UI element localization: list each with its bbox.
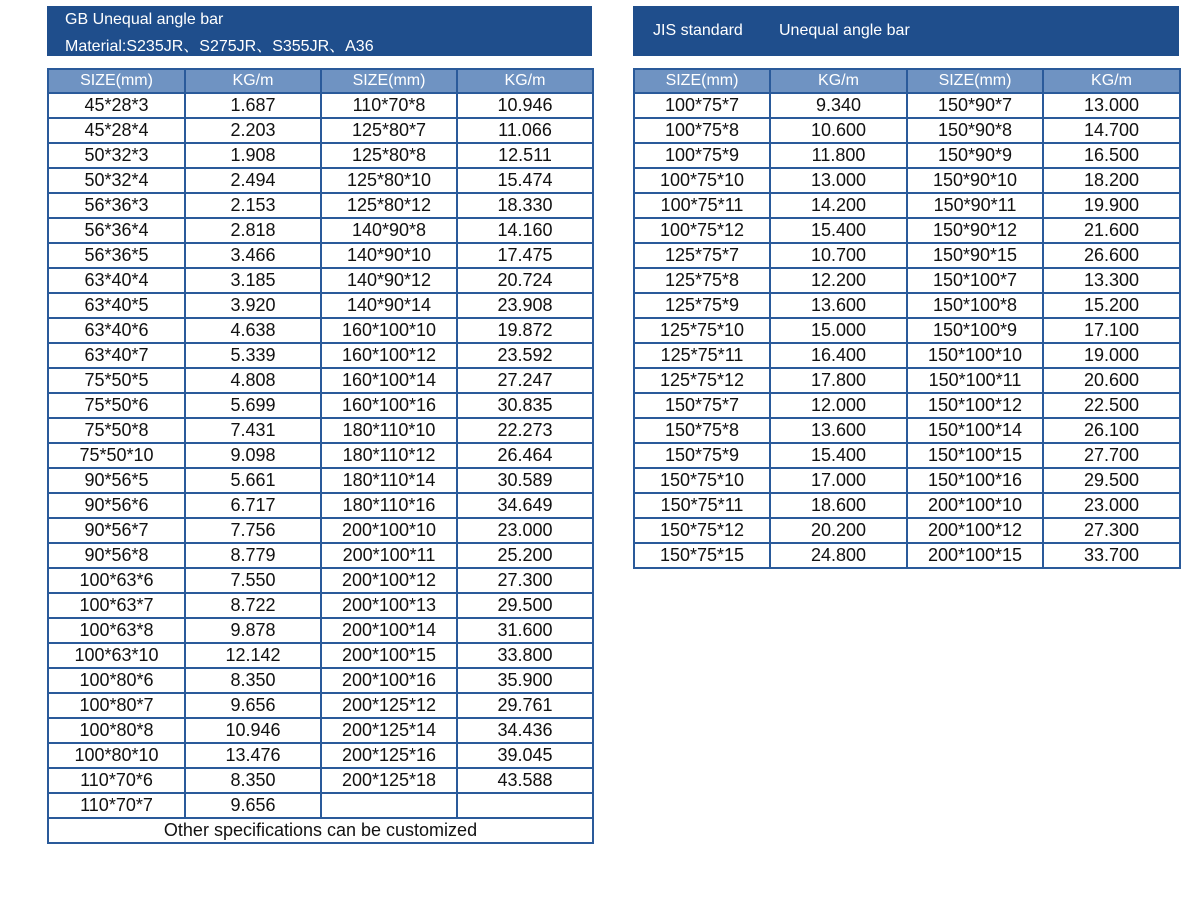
weight-cell: 27.247 bbox=[457, 368, 593, 393]
weight-cell: 20.724 bbox=[457, 268, 593, 293]
size-cell: 150*100*9 bbox=[907, 318, 1043, 343]
weight-cell: 23.000 bbox=[457, 518, 593, 543]
size-cell: 150*90*10 bbox=[907, 168, 1043, 193]
table-row bbox=[634, 93, 1180, 118]
size-cell: 100*63*7 bbox=[48, 593, 185, 618]
table-row bbox=[634, 118, 1180, 143]
size-cell: 110*70*6 bbox=[48, 768, 185, 793]
weight-cell: 4.808 bbox=[185, 368, 321, 393]
weight-cell: 7.756 bbox=[185, 518, 321, 543]
weight-cell: 2.818 bbox=[185, 218, 321, 243]
weight-cell: 34.649 bbox=[457, 493, 593, 518]
size-cell: 150*75*11 bbox=[634, 493, 770, 518]
table-row bbox=[48, 793, 593, 818]
table-row bbox=[48, 768, 593, 793]
weight-cell: 26.100 bbox=[1043, 418, 1180, 443]
weight-cell: 12.142 bbox=[185, 643, 321, 668]
table-row bbox=[48, 493, 593, 518]
size-cell: 56*36*5 bbox=[48, 243, 185, 268]
size-cell: 50*32*3 bbox=[48, 143, 185, 168]
weight-cell: 10.946 bbox=[185, 718, 321, 743]
weight-cell: 5.661 bbox=[185, 468, 321, 493]
weight-cell: 10.600 bbox=[770, 118, 907, 143]
size-cell bbox=[321, 793, 457, 818]
table-row bbox=[48, 643, 593, 668]
size-cell: 63*40*6 bbox=[48, 318, 185, 343]
table-row bbox=[48, 568, 593, 593]
weight-cell: 7.431 bbox=[185, 418, 321, 443]
size-cell: 125*75*7 bbox=[634, 243, 770, 268]
table-row bbox=[48, 743, 593, 768]
table-row bbox=[634, 143, 1180, 168]
weight-cell: 14.160 bbox=[457, 218, 593, 243]
weight-cell: 29.500 bbox=[457, 593, 593, 618]
weight-cell: 9.340 bbox=[770, 93, 907, 118]
weight-cell: 23.908 bbox=[457, 293, 593, 318]
weight-cell: 34.436 bbox=[457, 718, 593, 743]
size-cell: 100*75*10 bbox=[634, 168, 770, 193]
weight-cell: 17.475 bbox=[457, 243, 593, 268]
weight-cell: 8.350 bbox=[185, 668, 321, 693]
customization-note: Other specifications can be customized bbox=[48, 818, 593, 843]
weight-cell: 39.045 bbox=[457, 743, 593, 768]
size-cell: 180*110*16 bbox=[321, 493, 457, 518]
weight-cell: 35.900 bbox=[457, 668, 593, 693]
size-cell: 75*50*8 bbox=[48, 418, 185, 443]
weight-cell: 8.350 bbox=[185, 768, 321, 793]
weight-cell: 33.800 bbox=[457, 643, 593, 668]
size-cell: 100*63*6 bbox=[48, 568, 185, 593]
size-cell: 100*75*8 bbox=[634, 118, 770, 143]
column-header: KG/m bbox=[770, 69, 907, 93]
weight-cell: 13.000 bbox=[1043, 93, 1180, 118]
size-cell: 180*110*12 bbox=[321, 443, 457, 468]
size-cell: 125*75*12 bbox=[634, 368, 770, 393]
weight-cell: 23.000 bbox=[1043, 493, 1180, 518]
weight-cell: 18.200 bbox=[1043, 168, 1180, 193]
table-row bbox=[48, 518, 593, 543]
size-cell: 150*100*10 bbox=[907, 343, 1043, 368]
size-cell: 100*80*8 bbox=[48, 718, 185, 743]
column-header: SIZE(mm) bbox=[48, 69, 185, 93]
weight-cell: 23.592 bbox=[457, 343, 593, 368]
size-cell: 100*63*10 bbox=[48, 643, 185, 668]
weight-cell: 13.300 bbox=[1043, 268, 1180, 293]
table-row bbox=[634, 218, 1180, 243]
jis-panel-header bbox=[633, 6, 1179, 56]
weight-cell: 13.000 bbox=[770, 168, 907, 193]
gb-header-material: Material:S235JR、S275JR、S355JR、A36 bbox=[65, 38, 374, 55]
weight-cell: 27.300 bbox=[457, 568, 593, 593]
size-cell: 150*100*8 bbox=[907, 293, 1043, 318]
weight-cell: 9.656 bbox=[185, 793, 321, 818]
gb-header-title: GB Unequal angle bar bbox=[65, 11, 224, 28]
weight-cell: 1.908 bbox=[185, 143, 321, 168]
gb-spec-table bbox=[47, 68, 594, 844]
size-cell: 200*100*12 bbox=[907, 518, 1043, 543]
weight-cell: 18.600 bbox=[770, 493, 907, 518]
weight-cell: 15.474 bbox=[457, 168, 593, 193]
weight-cell: 24.800 bbox=[770, 543, 907, 568]
table-row bbox=[48, 418, 593, 443]
size-cell: 125*80*8 bbox=[321, 143, 457, 168]
size-cell: 90*56*5 bbox=[48, 468, 185, 493]
weight-cell: 17.100 bbox=[1043, 318, 1180, 343]
weight-cell: 11.066 bbox=[457, 118, 593, 143]
weight-cell: 1.687 bbox=[185, 93, 321, 118]
size-cell: 63*40*7 bbox=[48, 343, 185, 368]
size-cell: 200*100*14 bbox=[321, 618, 457, 643]
size-cell: 90*56*7 bbox=[48, 518, 185, 543]
size-cell: 100*75*12 bbox=[634, 218, 770, 243]
table-row bbox=[634, 343, 1180, 368]
size-cell: 150*75*9 bbox=[634, 443, 770, 468]
jis-header-title: Unequal angle bar bbox=[779, 22, 910, 39]
size-cell: 150*90*15 bbox=[907, 243, 1043, 268]
size-cell: 150*75*10 bbox=[634, 468, 770, 493]
size-cell: 125*75*11 bbox=[634, 343, 770, 368]
weight-cell: 31.600 bbox=[457, 618, 593, 643]
weight-cell: 9.656 bbox=[185, 693, 321, 718]
table-row bbox=[48, 93, 593, 118]
weight-cell: 27.300 bbox=[1043, 518, 1180, 543]
table-row bbox=[48, 168, 593, 193]
weight-cell: 3.466 bbox=[185, 243, 321, 268]
size-cell: 125*80*10 bbox=[321, 168, 457, 193]
weight-cell: 22.273 bbox=[457, 418, 593, 443]
weight-cell: 19.000 bbox=[1043, 343, 1180, 368]
size-cell: 180*110*14 bbox=[321, 468, 457, 493]
table-row bbox=[48, 393, 593, 418]
table-footer-row bbox=[48, 818, 593, 843]
size-cell: 150*90*12 bbox=[907, 218, 1043, 243]
weight-cell: 13.600 bbox=[770, 293, 907, 318]
size-cell: 140*90*14 bbox=[321, 293, 457, 318]
weight-cell: 18.330 bbox=[457, 193, 593, 218]
gb-header-row bbox=[48, 69, 593, 93]
weight-cell: 19.900 bbox=[1043, 193, 1180, 218]
table-row bbox=[48, 368, 593, 393]
weight-cell: 13.476 bbox=[185, 743, 321, 768]
weight-cell: 25.200 bbox=[457, 543, 593, 568]
table-row bbox=[634, 468, 1180, 493]
size-cell: 56*36*3 bbox=[48, 193, 185, 218]
size-cell: 200*100*10 bbox=[321, 518, 457, 543]
weight-cell: 30.589 bbox=[457, 468, 593, 493]
weight-cell: 6.717 bbox=[185, 493, 321, 518]
size-cell: 150*90*9 bbox=[907, 143, 1043, 168]
size-cell: 160*100*10 bbox=[321, 318, 457, 343]
table-row bbox=[48, 193, 593, 218]
size-cell: 200*100*12 bbox=[321, 568, 457, 593]
weight-cell: 4.638 bbox=[185, 318, 321, 343]
table-row bbox=[48, 443, 593, 468]
size-cell: 200*100*10 bbox=[907, 493, 1043, 518]
weight-cell: 27.700 bbox=[1043, 443, 1180, 468]
table-row bbox=[48, 318, 593, 343]
size-cell: 45*28*4 bbox=[48, 118, 185, 143]
gb-panel-header bbox=[47, 6, 592, 56]
size-cell: 150*100*14 bbox=[907, 418, 1043, 443]
size-cell: 100*75*11 bbox=[634, 193, 770, 218]
weight-cell bbox=[457, 793, 593, 818]
weight-cell: 12.511 bbox=[457, 143, 593, 168]
table-row bbox=[634, 268, 1180, 293]
weight-cell: 5.699 bbox=[185, 393, 321, 418]
table-row bbox=[48, 593, 593, 618]
table-row bbox=[48, 693, 593, 718]
table-row bbox=[634, 293, 1180, 318]
size-cell: 150*90*8 bbox=[907, 118, 1043, 143]
size-cell: 160*100*16 bbox=[321, 393, 457, 418]
size-cell: 200*100*15 bbox=[321, 643, 457, 668]
size-cell: 200*125*16 bbox=[321, 743, 457, 768]
weight-cell: 15.400 bbox=[770, 218, 907, 243]
size-cell: 50*32*4 bbox=[48, 168, 185, 193]
column-header: KG/m bbox=[185, 69, 321, 93]
weight-cell: 2.153 bbox=[185, 193, 321, 218]
size-cell: 56*36*4 bbox=[48, 218, 185, 243]
weight-cell: 12.000 bbox=[770, 393, 907, 418]
jis-header-standard: JIS standard bbox=[653, 22, 743, 39]
jis-spec-table bbox=[633, 68, 1181, 569]
weight-cell: 20.200 bbox=[770, 518, 907, 543]
size-cell: 75*50*5 bbox=[48, 368, 185, 393]
size-cell: 160*100*14 bbox=[321, 368, 457, 393]
size-cell: 90*56*8 bbox=[48, 543, 185, 568]
weight-cell: 11.800 bbox=[770, 143, 907, 168]
weight-cell: 2.494 bbox=[185, 168, 321, 193]
weight-cell: 3.920 bbox=[185, 293, 321, 318]
weight-cell: 21.600 bbox=[1043, 218, 1180, 243]
weight-cell: 8.779 bbox=[185, 543, 321, 568]
size-cell: 150*75*7 bbox=[634, 393, 770, 418]
size-cell: 150*90*7 bbox=[907, 93, 1043, 118]
table-row bbox=[634, 393, 1180, 418]
size-cell: 200*125*12 bbox=[321, 693, 457, 718]
column-header: SIZE(mm) bbox=[634, 69, 770, 93]
table-row bbox=[48, 618, 593, 643]
size-cell: 45*28*3 bbox=[48, 93, 185, 118]
weight-cell: 16.500 bbox=[1043, 143, 1180, 168]
weight-cell: 17.000 bbox=[770, 468, 907, 493]
size-cell: 150*100*11 bbox=[907, 368, 1043, 393]
weight-cell: 10.946 bbox=[457, 93, 593, 118]
size-cell: 125*80*12 bbox=[321, 193, 457, 218]
weight-cell: 22.500 bbox=[1043, 393, 1180, 418]
weight-cell: 3.185 bbox=[185, 268, 321, 293]
size-cell: 100*80*6 bbox=[48, 668, 185, 693]
size-cell: 150*75*12 bbox=[634, 518, 770, 543]
weight-cell: 30.835 bbox=[457, 393, 593, 418]
table-row bbox=[48, 543, 593, 568]
weight-cell: 29.761 bbox=[457, 693, 593, 718]
weight-cell: 17.800 bbox=[770, 368, 907, 393]
jis-header-row bbox=[634, 69, 1180, 93]
weight-cell: 33.700 bbox=[1043, 543, 1180, 568]
column-header: KG/m bbox=[1043, 69, 1180, 93]
weight-cell: 9.878 bbox=[185, 618, 321, 643]
table-row bbox=[634, 518, 1180, 543]
size-cell: 100*75*7 bbox=[634, 93, 770, 118]
size-cell: 150*100*15 bbox=[907, 443, 1043, 468]
size-cell: 200*125*14 bbox=[321, 718, 457, 743]
table-row bbox=[48, 268, 593, 293]
weight-cell: 12.200 bbox=[770, 268, 907, 293]
table-row bbox=[634, 193, 1180, 218]
column-header: SIZE(mm) bbox=[907, 69, 1043, 93]
size-cell: 75*50*10 bbox=[48, 443, 185, 468]
size-cell: 100*80*10 bbox=[48, 743, 185, 768]
weight-cell: 5.339 bbox=[185, 343, 321, 368]
weight-cell: 10.700 bbox=[770, 243, 907, 268]
table-row bbox=[634, 168, 1180, 193]
weight-cell: 2.203 bbox=[185, 118, 321, 143]
size-cell: 150*75*15 bbox=[634, 543, 770, 568]
size-cell: 90*56*6 bbox=[48, 493, 185, 518]
table-row bbox=[634, 243, 1180, 268]
size-cell: 125*75*10 bbox=[634, 318, 770, 343]
weight-cell: 43.588 bbox=[457, 768, 593, 793]
size-cell: 150*90*11 bbox=[907, 193, 1043, 218]
column-header: SIZE(mm) bbox=[321, 69, 457, 93]
weight-cell: 14.200 bbox=[770, 193, 907, 218]
size-cell: 150*100*7 bbox=[907, 268, 1043, 293]
weight-cell: 16.400 bbox=[770, 343, 907, 368]
size-cell: 200*100*13 bbox=[321, 593, 457, 618]
table-row bbox=[48, 293, 593, 318]
size-cell: 180*110*10 bbox=[321, 418, 457, 443]
weight-cell: 20.600 bbox=[1043, 368, 1180, 393]
size-cell: 125*80*7 bbox=[321, 118, 457, 143]
weight-cell: 15.200 bbox=[1043, 293, 1180, 318]
table-row bbox=[634, 368, 1180, 393]
size-cell: 75*50*6 bbox=[48, 393, 185, 418]
table-row bbox=[634, 543, 1180, 568]
table-row bbox=[48, 343, 593, 368]
size-cell: 150*75*8 bbox=[634, 418, 770, 443]
table-row bbox=[48, 243, 593, 268]
size-cell: 150*100*12 bbox=[907, 393, 1043, 418]
size-cell: 200*100*16 bbox=[321, 668, 457, 693]
table-row bbox=[634, 418, 1180, 443]
size-cell: 200*100*11 bbox=[321, 543, 457, 568]
size-cell: 160*100*12 bbox=[321, 343, 457, 368]
weight-cell: 26.464 bbox=[457, 443, 593, 468]
size-cell: 125*75*8 bbox=[634, 268, 770, 293]
table-row bbox=[48, 468, 593, 493]
size-cell: 140*90*10 bbox=[321, 243, 457, 268]
size-cell: 140*90*12 bbox=[321, 268, 457, 293]
weight-cell: 19.872 bbox=[457, 318, 593, 343]
table-row bbox=[634, 443, 1180, 468]
table-row bbox=[48, 118, 593, 143]
size-cell: 63*40*4 bbox=[48, 268, 185, 293]
weight-cell: 7.550 bbox=[185, 568, 321, 593]
weight-cell: 8.722 bbox=[185, 593, 321, 618]
table-row bbox=[634, 493, 1180, 518]
size-cell: 100*63*8 bbox=[48, 618, 185, 643]
size-cell: 110*70*7 bbox=[48, 793, 185, 818]
weight-cell: 14.700 bbox=[1043, 118, 1180, 143]
size-cell: 140*90*8 bbox=[321, 218, 457, 243]
table-row bbox=[48, 218, 593, 243]
column-header: KG/m bbox=[457, 69, 593, 93]
weight-cell: 9.098 bbox=[185, 443, 321, 468]
size-cell: 63*40*5 bbox=[48, 293, 185, 318]
weight-cell: 29.500 bbox=[1043, 468, 1180, 493]
size-cell: 125*75*9 bbox=[634, 293, 770, 318]
table-row bbox=[48, 143, 593, 168]
weight-cell: 15.000 bbox=[770, 318, 907, 343]
table-row bbox=[48, 668, 593, 693]
weight-cell: 26.600 bbox=[1043, 243, 1180, 268]
table-row bbox=[48, 718, 593, 743]
weight-cell: 13.600 bbox=[770, 418, 907, 443]
size-cell: 200*100*15 bbox=[907, 543, 1043, 568]
table-row bbox=[634, 318, 1180, 343]
size-cell: 150*100*16 bbox=[907, 468, 1043, 493]
size-cell: 100*75*9 bbox=[634, 143, 770, 168]
size-cell: 100*80*7 bbox=[48, 693, 185, 718]
size-cell: 110*70*8 bbox=[321, 93, 457, 118]
weight-cell: 15.400 bbox=[770, 443, 907, 468]
size-cell: 200*125*18 bbox=[321, 768, 457, 793]
